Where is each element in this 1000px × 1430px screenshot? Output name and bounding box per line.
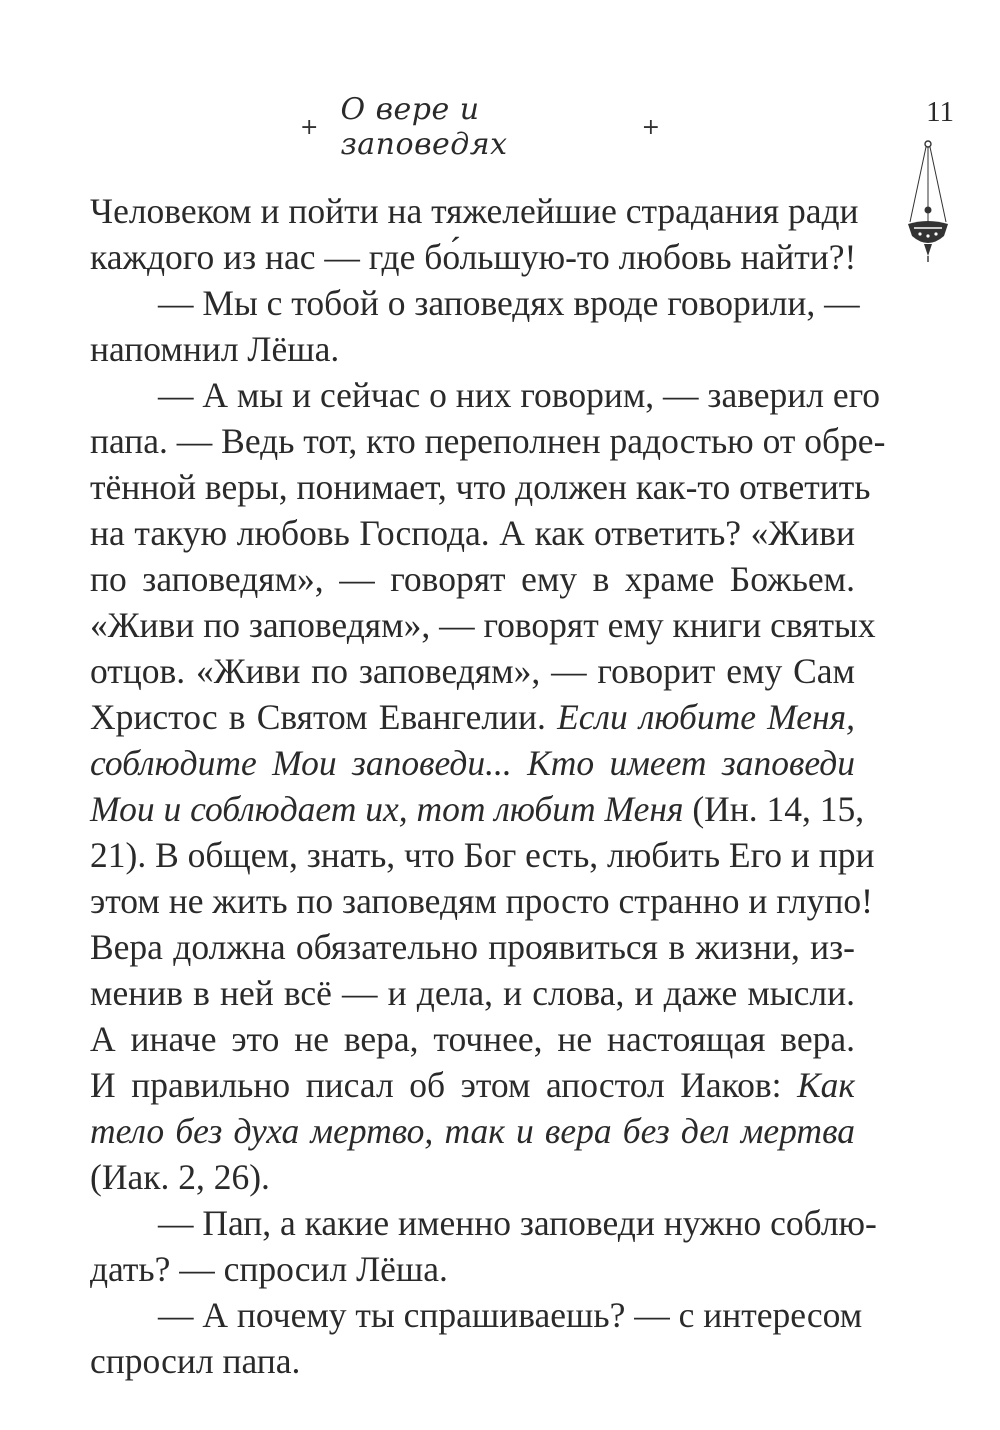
text-line: этом не жить по заповедям просто странно и глупо! (90, 881, 873, 921)
page-number: 11 (926, 96, 954, 128)
text-line: «Живи по заповедям», — говорят ему книги святых (90, 605, 876, 645)
running-title: О вере и заповедях (340, 92, 508, 162)
text-line: — А мы и сейчас о них говорим, — заверил его (158, 375, 881, 415)
text-line: — Пап, а какие именно заповеди нужно соблю- (158, 1203, 877, 1243)
text-line: (Иак. 2, 26). (90, 1157, 270, 1197)
text-line: дать? — спросил Лёша. (90, 1249, 448, 1289)
text-line: менив в ней всё — и дела, и слова, и даже мысли. (90, 973, 855, 1013)
text-line: Мои и соблюдает их, тот любит Меня (Ин. 14, 15, (90, 789, 865, 829)
text-line: каждого из нас — где бо́льшую-то любовь найти?! (90, 237, 857, 277)
text-line: по заповедям», — говорят ему в храме Божьем. (90, 559, 855, 599)
cross-ornament-left: + (300, 114, 319, 140)
text-line: Христос в Святом Евангелии. Если любите Меня, (90, 697, 855, 737)
text-line: на такую любовь Господа. А как ответить? «Живи (90, 513, 855, 553)
text-line: Человеком и пойти на тяжелейшие страдания ради (90, 191, 859, 231)
text-line: И правильно писал об этом апостол Иаков: Как (90, 1065, 855, 1105)
text-line: 21). В общем, знать, что Бог есть, любить Его и при (90, 835, 875, 875)
body-text (90, 188, 886, 1384)
text-line: напомнил Лёша. (90, 329, 340, 369)
text-line: спросил папа. (90, 1341, 301, 1381)
text-line: — А почему ты спрашиваешь? — с интересом (158, 1295, 863, 1335)
text-line: Вера должна обязательно проявиться в жизни, из- (90, 927, 855, 967)
text-line: отцов. «Живи по заповедям», — говорит ему Сам (90, 651, 855, 691)
running-header (300, 92, 660, 162)
text-line: тело без духа мертво, так и вера без дел мертва (90, 1111, 855, 1151)
text-line: папа. — Ведь тот, кто переполнен радостью от обре- (90, 421, 886, 461)
cross-ornament-right: + (641, 114, 660, 140)
hanging-lamp-icon (904, 140, 952, 264)
text-line: А иначе это не вера, точнее, не настоящая вера. (90, 1019, 855, 1059)
text-line: тённой веры, понимает, что должен как-то ответить (90, 467, 871, 507)
text-line: соблюдите Мои заповеди... Кто имеет заповеди (90, 743, 855, 783)
text-line: — Мы с тобой о заповедях вроде говорили, — (158, 283, 860, 323)
